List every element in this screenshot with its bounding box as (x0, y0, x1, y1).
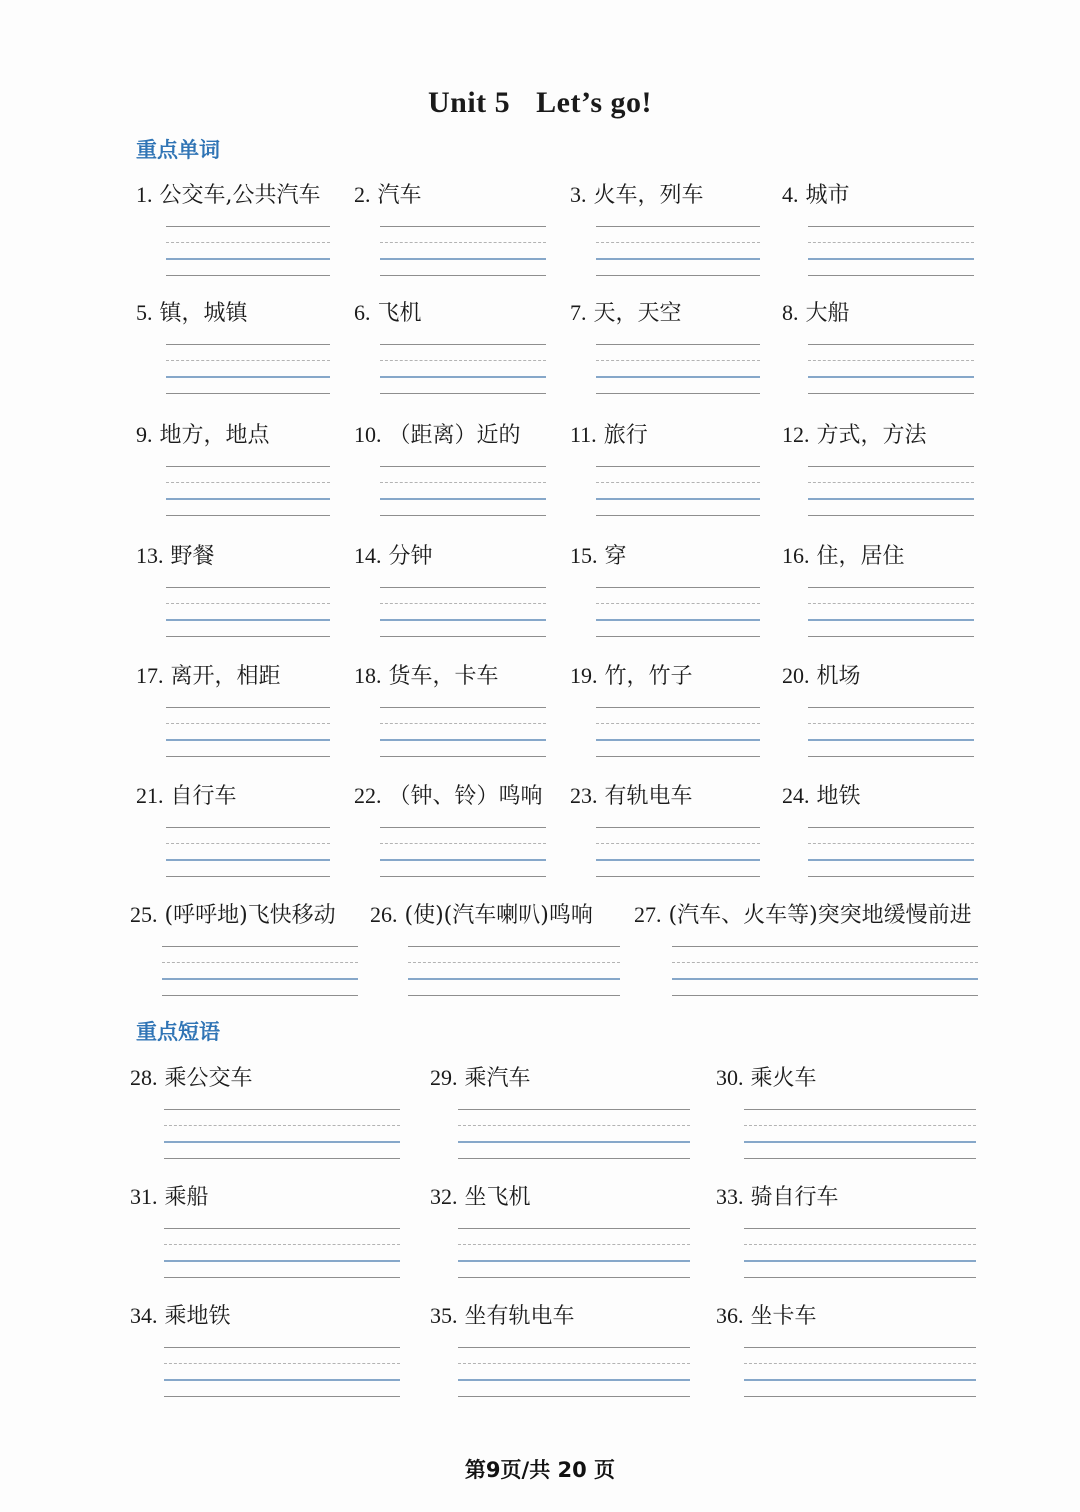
exercise-prompt (354, 661, 499, 692)
item-chinese-text: 坐有轨电车 (464, 1304, 575, 1329)
guide-line (808, 482, 974, 483)
writing-lines-answer-area[interactable] (380, 226, 546, 282)
guide-line (166, 466, 330, 467)
guide-line (744, 1379, 976, 1381)
guide-line (380, 226, 546, 227)
guide-line (166, 393, 330, 394)
guide-line (596, 393, 760, 394)
item-number: 26. (370, 902, 398, 927)
page-number: 第9页/共 20 页 (464, 1458, 616, 1482)
guide-line (744, 1260, 976, 1262)
item-number: 19. (570, 663, 598, 688)
guide-line (162, 946, 358, 947)
item-chinese-text: (呼呼地)飞快移动 (164, 903, 336, 928)
guide-line (458, 1228, 690, 1229)
writing-lines-answer-area[interactable] (164, 1228, 400, 1284)
guide-line (166, 360, 330, 361)
writing-lines-answer-area[interactable] (744, 1109, 976, 1165)
writing-lines-answer-area[interactable] (380, 587, 546, 643)
guide-line (808, 515, 974, 516)
guide-line (380, 275, 546, 276)
item-chinese-text: 地铁 (816, 784, 861, 809)
item-number: 8. (782, 300, 799, 325)
exercise-prompt (130, 1182, 209, 1213)
exercise-prompt (782, 180, 850, 211)
item-chinese-text: 方式，方法 (816, 423, 927, 448)
exercise-prompt (782, 298, 850, 329)
guide-line (380, 827, 546, 828)
guide-line (380, 739, 546, 741)
item-chinese-text: （钟、铃）鸣响 (388, 784, 543, 809)
writing-lines-answer-area[interactable] (458, 1109, 690, 1165)
guide-line (380, 636, 546, 637)
guide-line (164, 1228, 400, 1229)
writing-lines-answer-area[interactable] (808, 226, 974, 282)
guide-line (164, 1260, 400, 1262)
item-chinese-text: 乘汽车 (464, 1066, 531, 1091)
guide-line (166, 258, 330, 260)
guide-line (596, 827, 760, 828)
guide-line (808, 226, 974, 227)
guide-line (166, 515, 330, 516)
item-chinese-text: 机场 (816, 664, 861, 689)
guide-line (808, 603, 974, 604)
item-chinese-text: 分钟 (388, 544, 433, 569)
guide-line (458, 1260, 690, 1262)
item-chinese-text: 野餐 (170, 544, 215, 569)
guide-line (408, 946, 620, 947)
guide-line (166, 226, 330, 227)
guide-line (808, 258, 974, 260)
guide-line (166, 275, 330, 276)
item-chinese-text: 公交车,公共汽车 (159, 183, 321, 208)
guide-line (596, 619, 760, 621)
item-number: 17. (136, 663, 164, 688)
guide-line (744, 1363, 976, 1364)
writing-lines-answer-area[interactable] (408, 946, 620, 1002)
guide-line (596, 843, 760, 844)
guide-line (166, 756, 330, 757)
guide-line (164, 1109, 400, 1110)
exercise-prompt (354, 420, 521, 451)
item-number: 30. (716, 1065, 744, 1090)
exercise-prompt (354, 781, 543, 812)
guide-line (596, 707, 760, 708)
item-chinese-text: 汽车 (377, 183, 422, 208)
exercise-prompt (130, 1301, 231, 1332)
guide-line (166, 619, 330, 621)
guide-line (744, 1277, 976, 1278)
guide-line (380, 482, 546, 483)
guide-line (808, 636, 974, 637)
guide-line (458, 1244, 690, 1245)
writing-lines-answer-area[interactable] (380, 707, 546, 763)
guide-line (596, 636, 760, 637)
item-chinese-text: 穿 (604, 544, 627, 569)
writing-lines-answer-area[interactable] (808, 827, 974, 883)
writing-lines-answer-area[interactable] (596, 466, 760, 522)
item-number: 13. (136, 543, 164, 568)
guide-line (596, 587, 760, 588)
guide-line (808, 723, 974, 724)
writing-lines-answer-area[interactable] (596, 587, 760, 643)
exercise-prompt (130, 900, 336, 931)
guide-line (808, 376, 974, 378)
writing-lines-answer-area[interactable] (808, 707, 974, 763)
guide-line (166, 242, 330, 243)
guide-line (596, 258, 760, 260)
item-chinese-text: 旅行 (603, 423, 648, 448)
item-number: 7. (570, 300, 587, 325)
exercise-prompt (354, 298, 422, 329)
guide-line (596, 739, 760, 741)
item-number: 18. (354, 663, 382, 688)
guide-line (808, 827, 974, 828)
item-chinese-text: (使)(汽车喇叭)鸣响 (404, 903, 593, 928)
guide-line (164, 1277, 400, 1278)
guide-line (408, 962, 620, 963)
guide-line (808, 466, 974, 467)
item-chinese-text: 有轨电车 (604, 784, 693, 809)
guide-line (380, 515, 546, 516)
writing-lines-answer-area[interactable] (458, 1347, 690, 1403)
writing-lines-answer-area[interactable] (166, 707, 330, 763)
item-number: 29. (430, 1065, 458, 1090)
guide-line (164, 1158, 400, 1159)
exercise-prompt (570, 298, 682, 329)
item-number: 5. (136, 300, 153, 325)
writing-lines-answer-area[interactable] (380, 344, 546, 400)
item-chinese-text: 竹，竹子 (604, 664, 693, 689)
exercise-prompt (430, 1063, 531, 1094)
writing-lines-answer-area[interactable] (166, 827, 330, 883)
writing-lines-answer-area[interactable] (164, 1109, 400, 1165)
item-number: 22. (354, 783, 382, 808)
item-chinese-text: (汽车、火车等)突突地缓慢前进 (668, 903, 972, 928)
item-chinese-text: 货车，卡车 (388, 664, 499, 689)
guide-line (596, 360, 760, 361)
item-chinese-text: 天，天空 (593, 301, 682, 326)
item-chinese-text: 乘船 (164, 1185, 209, 1210)
writing-lines-answer-area[interactable] (166, 344, 330, 400)
guide-line (458, 1125, 690, 1126)
item-chinese-text: 城市 (805, 183, 850, 208)
guide-line (672, 962, 978, 963)
guide-line (808, 275, 974, 276)
item-number: 3. (570, 182, 587, 207)
writing-lines-answer-area[interactable] (596, 344, 760, 400)
item-number: 1. (136, 182, 153, 207)
guide-line (458, 1109, 690, 1110)
page-title (0, 86, 1080, 120)
exercise-prompt (570, 781, 693, 812)
guide-line (166, 344, 330, 345)
writing-lines-answer-area[interactable] (744, 1347, 976, 1403)
guide-line (596, 603, 760, 604)
guide-line (808, 498, 974, 500)
exercise-prompt (370, 900, 593, 931)
guide-line (408, 995, 620, 996)
writing-lines-answer-area[interactable] (596, 707, 760, 763)
exercise-prompt (136, 420, 270, 451)
guide-line (380, 587, 546, 588)
guide-line (380, 376, 546, 378)
guide-line (596, 242, 760, 243)
item-chinese-text: 坐卡车 (750, 1304, 817, 1329)
item-chinese-text: 坐飞机 (464, 1185, 531, 1210)
exercise-prompt (782, 541, 905, 572)
guide-line (166, 603, 330, 604)
exercise-prompt (354, 541, 433, 572)
item-number: 23. (570, 783, 598, 808)
guide-line (808, 739, 974, 741)
guide-line (162, 978, 358, 980)
guide-line (596, 466, 760, 467)
item-chinese-text: 地方，地点 (159, 423, 270, 448)
guide-line (744, 1396, 976, 1397)
guide-line (166, 707, 330, 708)
item-number: 4. (782, 182, 799, 207)
guide-line (808, 242, 974, 243)
writing-lines-answer-area[interactable] (808, 466, 974, 522)
guide-line (166, 498, 330, 500)
guide-line (808, 843, 974, 844)
item-number: 15. (570, 543, 598, 568)
item-number: 36. (716, 1303, 744, 1328)
guide-line (380, 859, 546, 861)
guide-line (380, 603, 546, 604)
item-chinese-text: 大船 (805, 301, 850, 326)
exercise-prompt (570, 541, 627, 572)
exercise-prompt (716, 1301, 817, 1332)
guide-line (380, 619, 546, 621)
guide-line (808, 393, 974, 394)
exercise-prompt (136, 298, 248, 329)
exercise-prompt (130, 1063, 253, 1094)
guide-line (808, 859, 974, 861)
exercise-prompt (570, 180, 704, 211)
item-number: 34. (130, 1303, 158, 1328)
guide-line (744, 1244, 976, 1245)
guide-line (380, 876, 546, 877)
guide-line (380, 843, 546, 844)
exercise-prompt (716, 1063, 817, 1094)
guide-line (164, 1396, 400, 1397)
exercise-prompt (782, 661, 861, 692)
item-chinese-text: 镇，城镇 (159, 301, 248, 326)
item-chinese-text: 飞机 (377, 301, 422, 326)
exercise-prompt (570, 420, 648, 451)
item-number: 12. (782, 422, 810, 447)
writing-lines-answer-area[interactable] (596, 226, 760, 282)
guide-line (596, 482, 760, 483)
unit-number: Unit 5 (427, 86, 511, 119)
exercise-prompt (136, 661, 281, 692)
guide-line (596, 376, 760, 378)
guide-line (380, 723, 546, 724)
exercise-prompt (430, 1182, 531, 1213)
item-number: 16. (782, 543, 810, 568)
item-chinese-text: 住，居住 (816, 544, 905, 569)
guide-line (744, 1347, 976, 1348)
guide-line (744, 1158, 976, 1159)
guide-line (380, 498, 546, 500)
guide-line (596, 515, 760, 516)
guide-line (166, 482, 330, 483)
guide-line (596, 226, 760, 227)
guide-line (380, 360, 546, 361)
writing-lines-answer-area[interactable] (808, 344, 974, 400)
guide-line (744, 1141, 976, 1143)
writing-lines-answer-area[interactable] (162, 946, 358, 1002)
item-chinese-text: 乘火车 (750, 1066, 817, 1091)
section-heading-words: 重点单词 (136, 138, 220, 162)
guide-line (808, 756, 974, 757)
exercise-prompt (782, 781, 861, 812)
guide-line (458, 1379, 690, 1381)
writing-lines-answer-area[interactable] (164, 1347, 400, 1403)
guide-line (164, 1244, 400, 1245)
writing-lines-answer-area[interactable] (458, 1228, 690, 1284)
item-number: 2. (354, 182, 371, 207)
guide-line (458, 1158, 690, 1159)
guide-line (672, 946, 978, 947)
item-number: 9. (136, 422, 153, 447)
writing-lines-answer-area[interactable] (166, 466, 330, 522)
guide-line (166, 723, 330, 724)
item-chinese-text: 离开，相距 (170, 664, 281, 689)
writing-lines-answer-area[interactable] (596, 827, 760, 883)
guide-line (380, 707, 546, 708)
item-chinese-text: 乘地铁 (164, 1304, 231, 1329)
exercise-prompt (354, 180, 422, 211)
item-chinese-text: 骑自行车 (750, 1185, 839, 1210)
guide-line (808, 707, 974, 708)
guide-line (808, 876, 974, 877)
item-number: 10. (354, 422, 382, 447)
writing-lines-answer-area[interactable] (672, 946, 978, 1002)
guide-line (164, 1363, 400, 1364)
guide-line (458, 1277, 690, 1278)
guide-line (672, 995, 978, 996)
guide-line (596, 876, 760, 877)
exercise-prompt (430, 1301, 575, 1332)
item-number: 35. (430, 1303, 458, 1328)
guide-line (596, 275, 760, 276)
guide-line (380, 344, 546, 345)
guide-line (808, 587, 974, 588)
section-heading-phrases: 重点短语 (136, 1020, 220, 1044)
item-number: 24. (782, 783, 810, 808)
exercise-prompt (570, 661, 693, 692)
guide-line (458, 1347, 690, 1348)
item-number: 21. (136, 783, 164, 808)
guide-line (164, 1141, 400, 1143)
guide-line (458, 1141, 690, 1143)
item-number: 14. (354, 543, 382, 568)
guide-line (380, 756, 546, 757)
guide-line (162, 962, 358, 963)
guide-line (380, 258, 546, 260)
guide-line (408, 978, 620, 980)
writing-lines-answer-area[interactable] (380, 827, 546, 883)
item-number: 33. (716, 1184, 744, 1209)
guide-line (808, 360, 974, 361)
writing-lines-answer-area[interactable] (380, 466, 546, 522)
guide-line (596, 723, 760, 724)
guide-line (458, 1363, 690, 1364)
guide-line (744, 1125, 976, 1126)
item-chinese-text: （距离）近的 (388, 423, 521, 448)
guide-line (166, 843, 330, 844)
guide-line (166, 636, 330, 637)
guide-line (596, 344, 760, 345)
item-number: 25. (130, 902, 158, 927)
exercise-prompt (716, 1182, 839, 1213)
item-chinese-text: 火车，列车 (593, 183, 704, 208)
guide-line (596, 756, 760, 757)
exercise-prompt (634, 900, 972, 931)
item-number: 11. (570, 422, 597, 447)
item-number: 6. (354, 300, 371, 325)
guide-line (166, 739, 330, 741)
item-number: 28. (130, 1065, 158, 1090)
exercise-prompt (136, 541, 215, 572)
item-number: 31. (130, 1184, 158, 1209)
guide-line (166, 827, 330, 828)
guide-line (166, 876, 330, 877)
guide-line (458, 1396, 690, 1397)
guide-line (164, 1125, 400, 1126)
guide-line (596, 498, 760, 500)
guide-line (380, 393, 546, 394)
guide-line (808, 619, 974, 621)
guide-line (164, 1379, 400, 1381)
exercise-prompt (136, 781, 237, 812)
guide-line (808, 344, 974, 345)
unit-title: Let’s go! (536, 86, 653, 119)
item-number: 32. (430, 1184, 458, 1209)
item-number: 20. (782, 663, 810, 688)
guide-line (162, 995, 358, 996)
guide-line (744, 1228, 976, 1229)
guide-line (380, 466, 546, 467)
guide-line (166, 587, 330, 588)
guide-line (672, 978, 978, 980)
exercise-prompt (136, 180, 321, 211)
writing-lines-answer-area[interactable] (808, 587, 974, 643)
item-chinese-text: 自行车 (170, 784, 237, 809)
guide-line (164, 1347, 400, 1348)
guide-line (166, 859, 330, 861)
item-chinese-text: 乘公交车 (164, 1066, 253, 1091)
guide-line (744, 1109, 976, 1110)
writing-lines-answer-area[interactable] (166, 587, 330, 643)
writing-lines-answer-area[interactable] (744, 1228, 976, 1284)
writing-lines-answer-area[interactable] (166, 226, 330, 282)
item-number: 27. (634, 902, 662, 927)
exercise-prompt (782, 420, 927, 451)
guide-line (596, 859, 760, 861)
guide-line (380, 242, 546, 243)
guide-line (166, 376, 330, 378)
